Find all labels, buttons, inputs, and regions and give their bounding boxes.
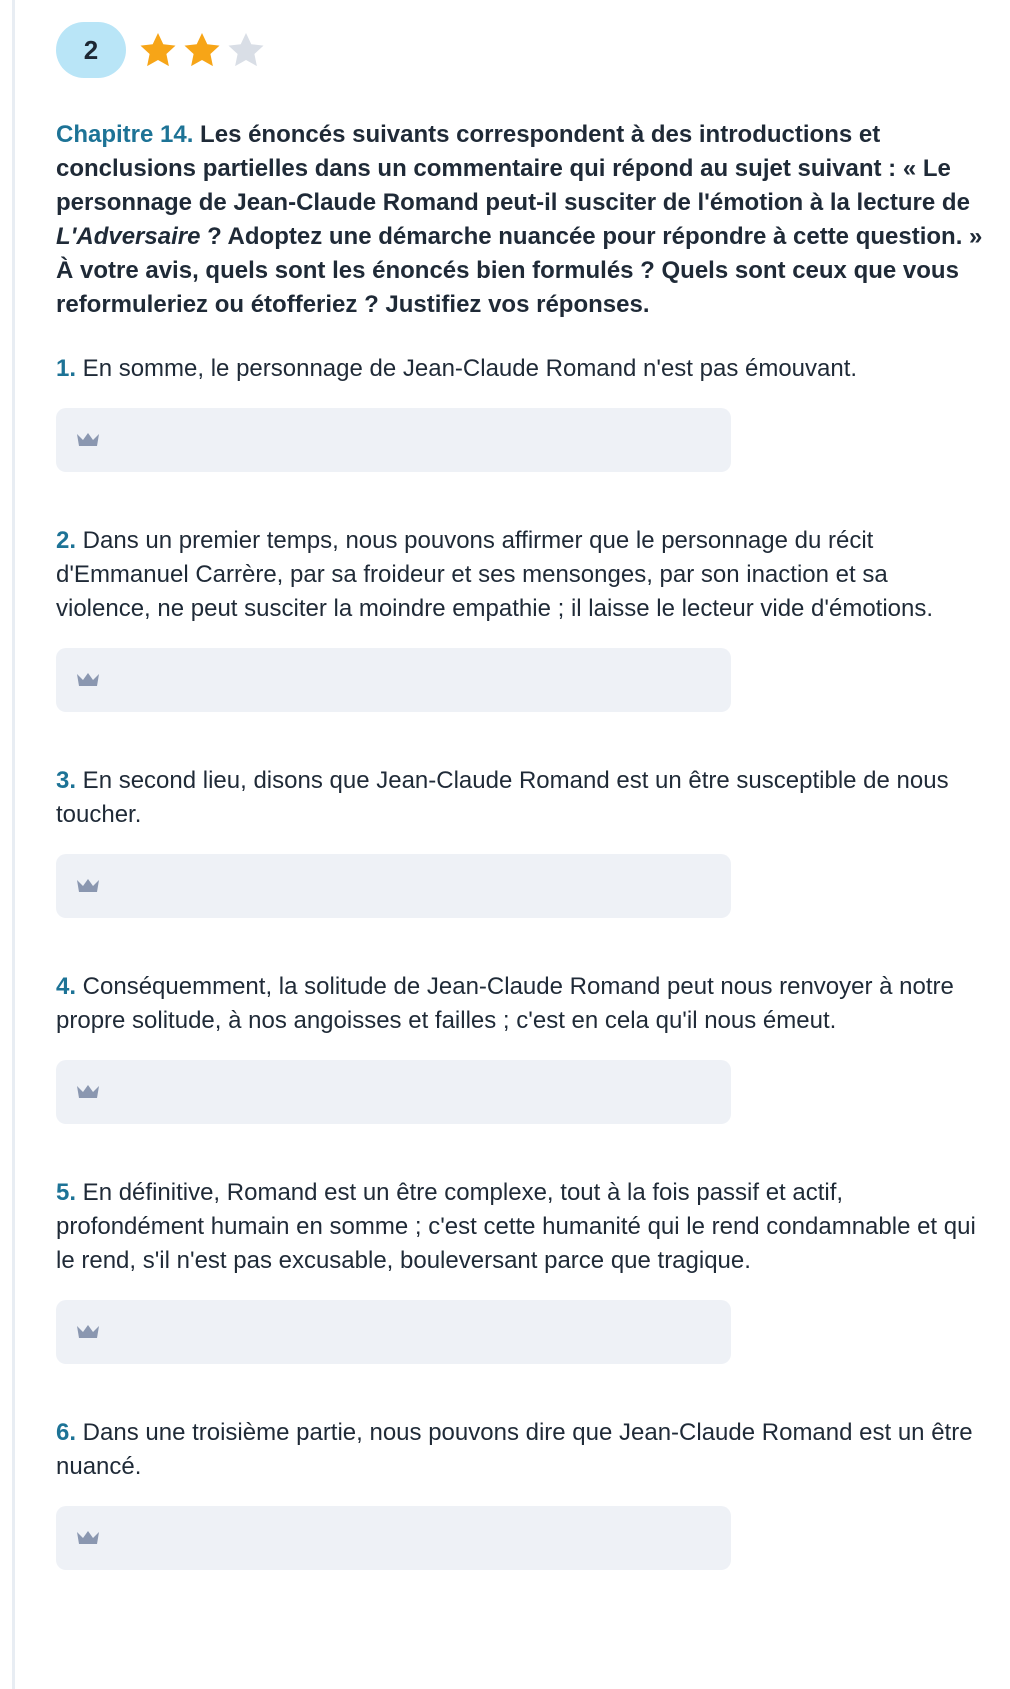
answer-box[interactable] [56, 1060, 731, 1124]
exercise-content [56, 118, 986, 1622]
statement-item [56, 970, 986, 1124]
statement-body: Conséquemment, la solitude de Jean-Claude Romand peut nous renvoyer à notre propre solitude, à nos angoisses et failles ; c'est en cela qu'il nous émeut. [56, 973, 954, 1034]
statement-item [56, 524, 986, 712]
left-margin-rule [12, 0, 15, 1689]
statement-text [56, 352, 986, 386]
statement-text [56, 764, 986, 832]
answer-box[interactable] [56, 648, 731, 712]
statement-text [56, 1416, 986, 1484]
statement-number: 1. [56, 355, 77, 382]
prompt-text-end: ? Adoptez une démarche nuancée pour répondre à cette question. » À votre avis, quels sont les énoncés bien formulés ? Quels sont ceux que vous reformuleriez ou étofferiez ? Justifiez vos réponses. [56, 223, 983, 318]
answer-box[interactable] [56, 854, 731, 918]
star-filled-icon [138, 31, 178, 69]
statement-body: En définitive, Romand est un être complexe, tout à la fois passif et actif, profondément humain en somme ; c'est cette humanité qui le rend condamnable et qui le rend, s'il n'est pas excusable, bouleversant parce que tragique. [56, 1179, 976, 1274]
crown-icon [76, 1530, 100, 1551]
statement-text [56, 1176, 986, 1278]
answer-box[interactable] [56, 1506, 731, 1570]
statement-number: 3. [56, 767, 77, 794]
difficulty-rating [138, 31, 266, 69]
statement-number: 2. [56, 527, 77, 554]
exercise-prompt [56, 118, 986, 322]
book-title: L'Adversaire [56, 223, 201, 250]
statement-body: En somme, le personnage de Jean-Claude Romand n'est pas émouvant. [76, 355, 858, 382]
statement-number: 5. [56, 1179, 77, 1206]
statement-text [56, 524, 986, 626]
answer-box[interactable] [56, 408, 731, 472]
crown-icon [76, 878, 100, 899]
star-empty-icon [226, 31, 266, 69]
statement-item [56, 1416, 986, 1570]
star-filled-icon [182, 31, 222, 69]
statement-number: 6. [56, 1419, 77, 1446]
answer-box[interactable] [56, 1300, 731, 1364]
crown-icon [76, 1324, 100, 1345]
statement-body: En second lieu, disons que Jean-Claude Romand est un être susceptible de nous toucher. [56, 767, 949, 828]
statement-body: Dans une troisième partie, nous pouvons dire que Jean-Claude Romand est un être nuancé. [56, 1419, 973, 1480]
statement-number: 4. [56, 973, 77, 1000]
crown-icon [76, 672, 100, 693]
statement-item [56, 1176, 986, 1364]
crown-icon [76, 432, 100, 453]
exercise-header [56, 22, 266, 78]
prompt-text: Les énoncés suivants correspondent à des introductions et conclusions partielles dans un commentaire qui répond au sujet suivant : « Le personnage de Jean-Claude Romand peut-il susciter de l'émotion à la lecture de [56, 121, 970, 216]
statement-body: Dans un premier temps, nous pouvons affirmer que le personnage du récit d'Emmanuel Carrère, par sa froideur et ses mensonges, par son inaction et sa violence, ne peut susciter la moindre empathie ; il laisse le lecteur vide d'émotions. [56, 527, 934, 622]
statement-item [56, 764, 986, 918]
statement-text [56, 970, 986, 1038]
statement-item [56, 352, 986, 472]
chapter-label: Chapitre 14. [56, 121, 194, 148]
level-badge: 2 [56, 22, 126, 78]
crown-icon [76, 1084, 100, 1105]
